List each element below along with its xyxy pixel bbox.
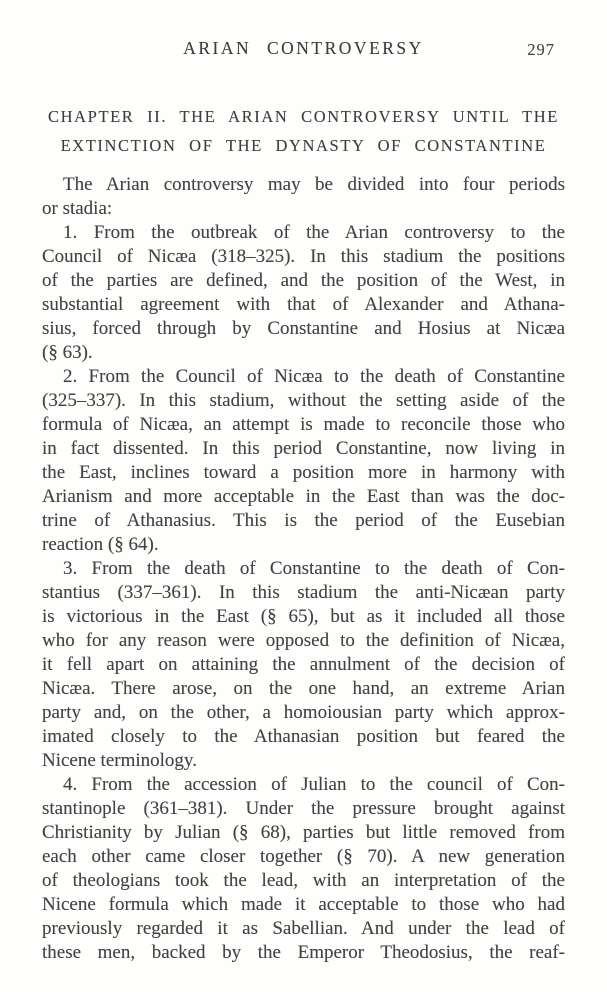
chapter-heading-line-2: EXTINCTION OF THE DYNASTY OF CONSTANTINE xyxy=(60,136,547,155)
text-line: previously regarded it as Sabellian. And under the lead of xyxy=(42,918,565,939)
text-line: Council of Nicæa (318–325). In this stadium the positions xyxy=(42,246,565,267)
text-line: 2. From the Council of Nicæa to the death of Constantine xyxy=(63,366,565,387)
text-line: or stadia: xyxy=(42,198,113,219)
text-line: these men, backed by the Emperor Theodosius, the reaf- xyxy=(42,942,565,963)
running-header-title: ARIAN CONTROVERSY xyxy=(183,38,424,58)
text-line: reaction (§ 64). xyxy=(42,534,159,555)
paragraph xyxy=(42,557,565,773)
page-number: 297 xyxy=(527,40,555,59)
text-line: who for any reason were opposed to the definition of Nicæa, xyxy=(42,630,565,651)
text-line: of the parties are defined, and the position of the West, in xyxy=(42,270,565,291)
text-line: stantius (337–361). In this stadium the anti-Nicæan party xyxy=(42,582,565,603)
text-column xyxy=(42,0,565,965)
text-line: trine of Athanasius. This is the period of the Eusebian xyxy=(42,510,565,531)
text-line: formula of Nicæa, an attempt is made to reconcile those who xyxy=(42,414,565,435)
running-header xyxy=(42,38,565,64)
text-line: 3. From the death of Constantine to the death of Con- xyxy=(63,558,565,579)
body-text xyxy=(42,173,565,965)
text-line: The Arian controversy may be divided into four periods xyxy=(63,174,565,195)
text-line: imated closely to the Athanasian position but feared the xyxy=(42,726,565,747)
text-line: is victorious in the East (§ 65), but as it included all those xyxy=(42,606,565,627)
chapter-heading xyxy=(42,102,565,160)
text-line: sius, forced through by Constantine and Hosius at Nicæa xyxy=(42,318,565,339)
text-line: of theologians took the lead, with an interpretation of the xyxy=(42,870,565,891)
paragraph xyxy=(42,365,565,557)
text-line: party and, on the other, a homoiousian party which approx- xyxy=(42,702,565,723)
paragraph xyxy=(42,773,565,965)
text-line: Nicæa. There arose, on the one hand, an extreme Arian xyxy=(42,678,565,699)
text-line: the East, inclines toward a position more in harmony with xyxy=(42,462,565,483)
chapter-heading-line-1: CHAPTER II. THE ARIAN CONTROVERSY UNTIL THE xyxy=(48,107,559,126)
text-line: substantial agreement with that of Alexander and Athana- xyxy=(42,294,565,315)
text-line: Arianism and more acceptable in the East than was the doc- xyxy=(42,486,565,507)
paragraph xyxy=(42,221,565,365)
text-line: it fell apart on attaining the annulment of the decision of xyxy=(42,654,565,675)
text-line: Nicene terminology. xyxy=(42,750,197,771)
text-line: in fact dissented. In this period Constantine, now living in xyxy=(42,438,565,459)
text-line: (§ 63). xyxy=(42,342,93,363)
text-line: (325–337). In this stadium, without the setting aside of the xyxy=(42,390,565,411)
text-line: 4. From the accession of Julian to the council of Con- xyxy=(63,774,565,795)
text-line: Nicene formula which made it acceptable to those who had xyxy=(42,894,565,915)
text-line: stantinople (361–381). Under the pressure brought against xyxy=(42,798,565,819)
text-line: each other came closer together (§ 70). A new generation xyxy=(42,846,565,867)
text-line: Christianity by Julian (§ 68), parties but little removed from xyxy=(42,822,565,843)
paragraph xyxy=(42,173,565,221)
text-line: 1. From the outbreak of the Arian controversy to the xyxy=(63,222,565,243)
